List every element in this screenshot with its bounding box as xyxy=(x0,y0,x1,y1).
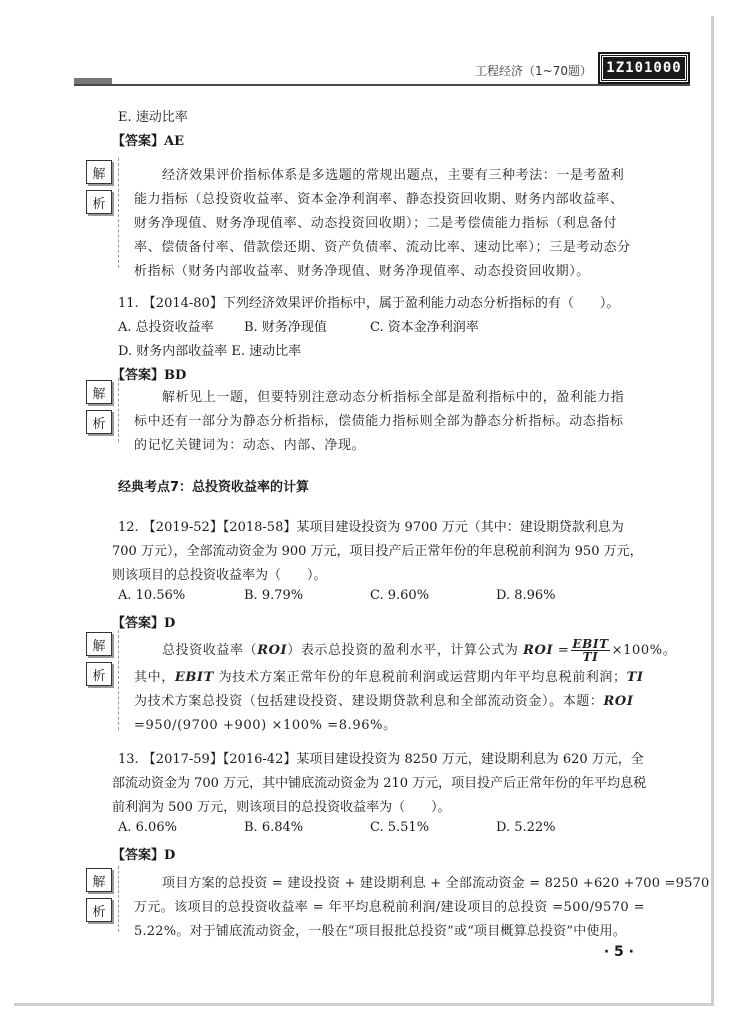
q12-option-a: A. 10.56% xyxy=(118,588,186,603)
analysis-divider xyxy=(118,630,119,730)
q12-stem: 700 万元），全部流动资金为 900 万元，项目投产后正常年份的年息税前利润为 950 万元， xyxy=(112,544,643,559)
analysis1-line: 能力指标（总投资收益率、资本金净利润率、静态投资回收期、财务内部收益率、 xyxy=(134,192,624,207)
q12-stem: 则该项目的总投资收益率为（ ）。 xyxy=(112,568,327,583)
analysis3-line2 xyxy=(134,666,644,685)
q13-stem: 部流动资金为 700 万元，其中铺底流动资金为 210 万元，项目投产后正常年份的年平均息税 xyxy=(112,776,647,791)
q13-stem: 13. 【2017-59】【2016-42】某项目建设投资为 8250 万元，建设期利息为 620 万元，全 xyxy=(118,752,644,767)
analysis1-line: 财务净现值、财务净现值率、动态投资回收期）；二是考偿债能力指标（利息备付 xyxy=(134,216,618,231)
q12-option-b: B. 9.79% xyxy=(244,588,304,603)
analysis1-line: 经济效果评价指标体系是多选题的常规出题点，主要有三种考法：一是考盈利 xyxy=(162,168,625,183)
text-run: 其中， xyxy=(134,670,175,685)
q11-option-a: A. 总投资收益率 xyxy=(118,320,214,335)
analysis4-line: 万元。该项目的总投资收益率 = 年平均息税前利润/建设项目的总投资 =500/9570 = xyxy=(134,900,645,915)
header-rule xyxy=(74,84,690,86)
analysis-badge-bottom: 析 xyxy=(86,410,112,434)
q12-option-d: D. 8.96% xyxy=(496,588,556,603)
formula-var: ROI xyxy=(603,694,634,709)
formula-var: TI xyxy=(626,670,644,685)
q13-answer: 【答案】D xyxy=(112,848,176,863)
analysis-badge-bottom: 析 xyxy=(86,898,112,922)
formula-var: EBIT xyxy=(174,670,214,685)
analysis-badge-top: 解 xyxy=(86,868,112,892)
formula-fraction xyxy=(571,638,609,663)
q13-option-c: C. 5.51% xyxy=(370,820,430,835)
text-run: 为技术方案正常年份的年息税前利润或运营期内年平均息税前利润； xyxy=(213,670,627,685)
analysis3-line1 xyxy=(162,638,676,663)
q12-stem: 12. 【2019-52】【2018-58】某项目建设投资为 9700 万元（其中：建设期贷款利息为 xyxy=(118,520,624,535)
analysis-badge-bottom: 析 xyxy=(86,190,112,214)
text-run: ）表示总投资的盈利水平，计算公式为 xyxy=(287,643,524,658)
analysis-divider xyxy=(118,158,119,268)
analysis1-line: 率、偿债备付率、借款偿还期、资产负债率、流动比率、速动比率）；三是考动态分 xyxy=(134,240,631,255)
analysis-badge-bottom: 析 xyxy=(86,662,112,686)
q12-option-c: C. 9.60% xyxy=(370,588,430,603)
section-title: 经典考点7：总投资收益率的计算 xyxy=(118,480,310,495)
q10-answer: 【答案】AE xyxy=(112,134,184,149)
analysis-divider xyxy=(118,378,119,442)
analysis-badge-top: 解 xyxy=(86,160,112,184)
q13-option-d: D. 5.22% xyxy=(496,820,556,835)
q11-stem: 11. 【2014-80】下列经济效果评价指标中，属于盈利能力动态分析指标的有（ ）。 xyxy=(118,296,620,311)
analysis-badge-top: 解 xyxy=(86,380,112,404)
q13-stem: 前利润为 500 万元，则该项目的总投资收益率为（ ）。 xyxy=(112,800,451,815)
analysis2-line: 解析见上一题，但要特别注意动态分析指标全部是盈利指标中的，盈利能力指 xyxy=(162,390,625,405)
header-title: 工程经济（1~70题） xyxy=(475,64,592,78)
q10-option-e: E. 速动比率 xyxy=(118,110,188,125)
q13-option-a: A. 6.06% xyxy=(118,820,177,835)
q11-answer: 【答案】BD xyxy=(112,368,187,383)
q11-option-de: D. 财务内部收益率 E. 速动比率 xyxy=(118,344,302,359)
analysis4-line: 5.22%。对于铺底流动资金，一般在“项目报批总投资”或“项目概算总投资”中使用。 xyxy=(134,924,627,939)
page-number: · 5 · xyxy=(603,944,634,960)
analysis2-line: 的记忆关键词为：动态、内部、净现。 xyxy=(134,438,366,453)
q13-option-b: B. 6.84% xyxy=(244,820,304,835)
analysis3-line3 xyxy=(134,690,634,709)
formula-var: ROI xyxy=(257,643,288,658)
q12-answer: 【答案】D xyxy=(112,616,176,631)
fraction-denominator: TI xyxy=(582,650,599,664)
text-run: 为技术方案总投资（包括建设投资、建设期贷款利息和全部流动资金）。本题： xyxy=(134,694,604,709)
text-run: 总投资收益率（ xyxy=(162,643,258,658)
q11-option-b: B. 财务净现值 xyxy=(244,320,327,335)
analysis-divider xyxy=(118,866,119,932)
formula-var: ROI xyxy=(523,643,554,658)
q11-option-c: C. 资本金净利润率 xyxy=(370,320,479,335)
fraction-numerator: EBIT xyxy=(572,637,609,651)
analysis3-line4: =950/(9700 +900) ×100% =8.96%。 xyxy=(134,718,397,733)
text-run: = xyxy=(553,643,570,658)
text-run: ×100%。 xyxy=(611,643,677,658)
header-code-badge: 1Z101000 xyxy=(600,54,688,82)
analysis1-line: 析指标（财务内部收益率、财务净现值、财务净现值率、动态投资回收期）。 xyxy=(134,264,590,279)
analysis-badge-top: 解 xyxy=(86,632,112,656)
analysis4-line: 项目方案的总投资 = 建设投资 + 建设期利息 + 全部流动资金 = 8250 +620 +700 =9570 xyxy=(162,876,710,891)
analysis2-line: 标中还有一部分为静态分析指标，偿债能力指标则全部为静态分析指标。动态指标 xyxy=(134,414,624,429)
